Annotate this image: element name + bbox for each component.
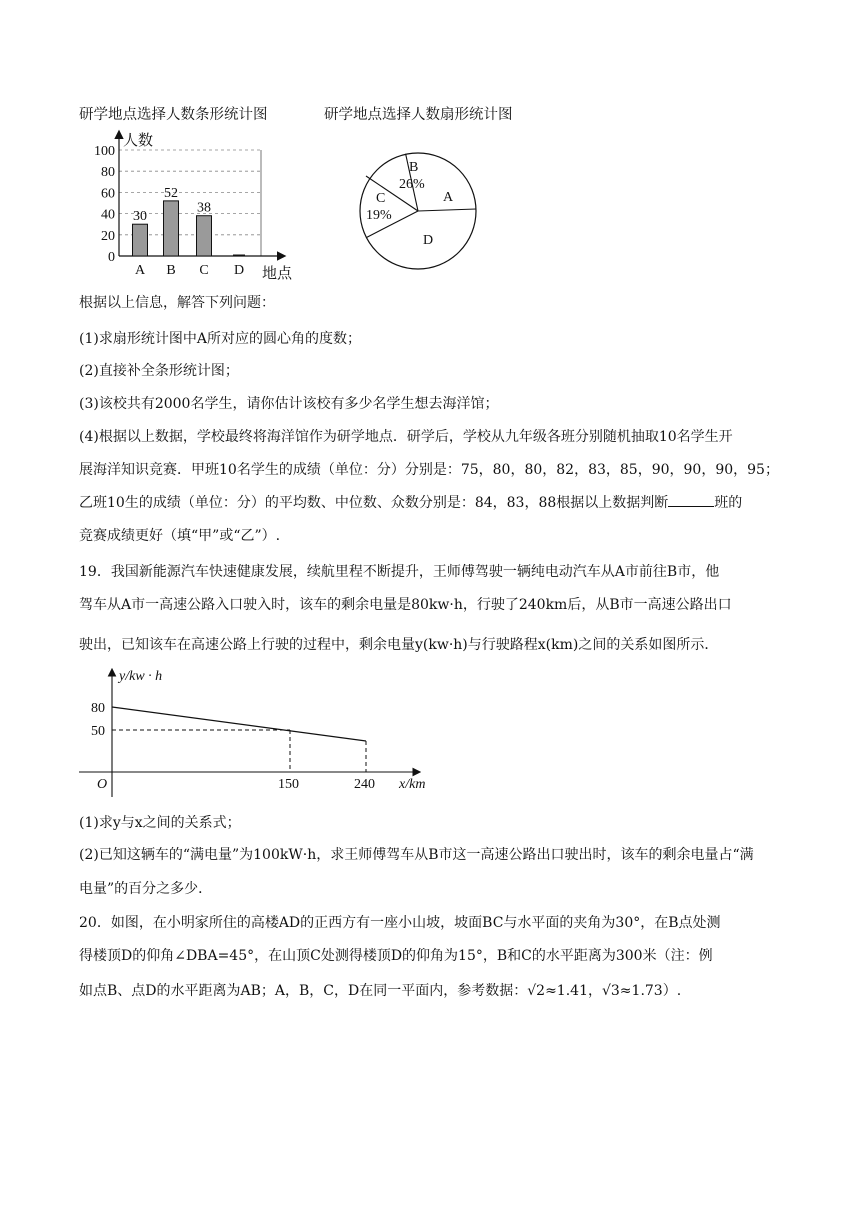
- bar-ytick-label: 0: [108, 250, 115, 265]
- graph-y80: 80: [91, 701, 105, 716]
- bar-ytick-label: 60: [101, 186, 115, 202]
- graph-ylabel: y/kw · h: [119, 669, 163, 684]
- q18-part4-line1: (4)根据以上数据，学校最终将海洋馆作为研学地点．研学后，学校从九年级各班分别随机抽取10名学生开: [79, 429, 733, 445]
- line-graph: [79, 664, 449, 800]
- bar-xtick-label: C: [199, 263, 209, 278]
- q18-part4-line4: 竞赛成绩更好（填“甲”或“乙”）.: [79, 528, 281, 544]
- pie-chart-caption: 研学地点选择人数扇形统计图: [324, 107, 513, 123]
- bar-A: [133, 224, 148, 256]
- pie-label-d: D: [423, 233, 434, 248]
- q19-line1: 19．我国新能源汽车快速健康发展，续航里程不断提升，王师傅驾驶一辆纯电动汽车从A市前往B市，他: [79, 564, 720, 580]
- pie-label-a: A: [443, 190, 454, 205]
- graph-xlabel: x/km: [399, 777, 426, 792]
- q18-part4-line3-before: 乙班10生的成绩（单位：分）的平均数、中位数、众数分别是：84，83，88根据以上数据判断: [79, 495, 669, 511]
- graph-origin: O: [97, 777, 108, 792]
- graph-x240: 240: [354, 777, 375, 792]
- graph-line: [112, 707, 366, 741]
- pie-label-b-pct: 26%: [399, 177, 425, 192]
- bar-value-label: 30: [133, 209, 147, 225]
- graph-y50: 50: [91, 724, 105, 739]
- q18-part4-line3: [79, 494, 742, 512]
- bar-ytick-label: 100: [94, 144, 115, 159]
- q18-part3: (3)该校共有2000名学生，请你估计该校有多少名学生想去海洋馆；: [79, 396, 499, 412]
- graph-x150: 150: [278, 777, 299, 792]
- q18-part2: (2)直接补全条形统计图；: [79, 363, 239, 379]
- bar-chart-caption: 研学地点选择人数条形统计图: [79, 107, 268, 123]
- q20-line1: 20．如图，在小明家所住的高楼AD的正西方有一座小山坡，坡面BC与水平面的夹角为30°，在B点处测: [79, 915, 721, 931]
- bar-value-label: 38: [197, 200, 211, 216]
- pie-divider-ad: [418, 209, 476, 211]
- q18-part1: (1)求扇形统计图中A所对应的圆心角的度数；: [79, 331, 361, 347]
- bar-xtick-label: A: [134, 263, 146, 278]
- bar-ytick-label: 40: [101, 207, 115, 223]
- bar-ytick-label: 80: [101, 165, 115, 181]
- q19-part2-line2: 电量”的百分之多少．: [79, 881, 213, 897]
- bar-B: [164, 201, 179, 256]
- q19-line3: 驶出，已知该车在高速公路上行驶的过程中，剩余电量y(kw·h)与行驶路程x(km)之间的关系如图所示．: [79, 637, 719, 653]
- q20-line2: 得楼顶D的仰角∠DBA=45°，在山顶C处测得楼顶D的仰角为15°，B和C的水平距离为300米（注：例: [79, 948, 713, 964]
- q18-intro: 根据以上信息，解答下列问题：: [79, 295, 275, 311]
- q19-part1: (1)求y与x之间的关系式；: [79, 815, 241, 831]
- pie-label-b: B: [409, 160, 419, 175]
- bar-ytick-label: 20: [101, 228, 115, 244]
- answer-blank: [668, 494, 714, 507]
- q19-line2: 驾车从A市一高速公路入口驶入时，该车的剩余电量是80kw·h，行驶了240km后，从B市一高速公路出口: [79, 597, 732, 613]
- bar-chart: [79, 128, 309, 283]
- bar-xtick-label: D: [233, 263, 245, 278]
- q19-part2-line1: (2)已知这辆车的“满电量”为100kW·h，求王师傅驾车从B市这一高速公路出口驶出时，该车的剩余电量占“满: [79, 847, 754, 863]
- pie-label-c: C: [376, 191, 386, 206]
- pie-label-c-pct: 19%: [366, 208, 392, 223]
- bar-C: [197, 216, 212, 256]
- q18-part4-line2: 展海洋知识竞赛．甲班10名学生的成绩（单位：分）分别是：75，80，80，82，83，85，90，90，90，95；: [79, 462, 779, 478]
- bar-xlabel: 地点: [262, 266, 293, 282]
- q18-part4-line3-after: 班的: [714, 495, 743, 511]
- q20-line3: 如点B、点D的水平距离为AB；A，B，C，D在同一平面内，参考数据：√2≈1.41，√3≈1.73）.: [79, 983, 682, 999]
- pie-chart: [357, 150, 482, 275]
- bar-value-label: 52: [164, 185, 178, 201]
- bar-ylabel: 人数: [123, 133, 154, 149]
- bar-xtick-label: B: [166, 263, 176, 278]
